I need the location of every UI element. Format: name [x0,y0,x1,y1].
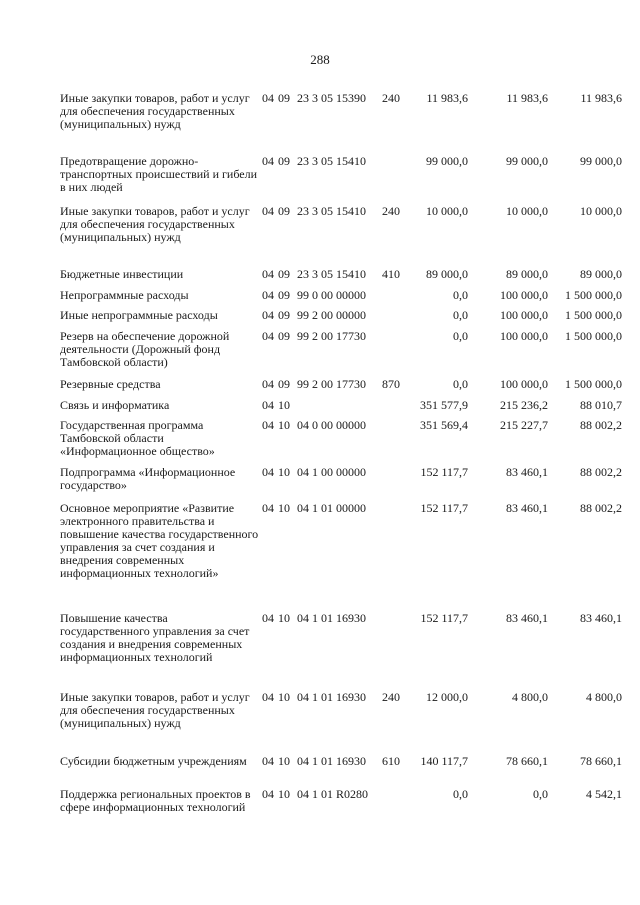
row-target-code: 04 1 01 16930 [297,611,366,625]
row-value-2: 100 000,0 [500,288,548,302]
row-section: 04 [262,91,274,105]
row-section: 04 [262,267,274,281]
row-name: Связь и информатика [60,398,170,412]
row-value-3: 1 500 000,0 [565,329,622,343]
row-subsection: 09 [278,329,290,343]
row-value-1: 351 577,9 [420,398,468,412]
row-expense-type: 870 [382,377,400,391]
row-value-1: 89 000,0 [426,267,468,281]
row-subsection: 10 [278,465,290,479]
row-value-2: 99 000,0 [506,154,548,168]
row-name: Иные закупки товаров, работ и услуг для обеспечения государственных (муниципальных) нужд [60,91,250,131]
row-target-code: 23 3 05 15410 [297,267,366,281]
row-name: Государственная программа Тамбовской области «Информационное общество» [60,418,215,458]
row-name: Резерв на обеспечение дорожной деятельности (Дорожный фонд Тамбовской области) [60,329,230,369]
row-target-code: 99 2 00 17730 [297,377,366,391]
row-value-2: 11 983,6 [506,91,548,105]
row-name: Резервные средства [60,377,161,391]
row-name: Подпрограмма «Информационное государство» [60,465,236,492]
row-value-3: 83 460,1 [580,611,622,625]
row-section: 04 [262,308,274,322]
row-subsection: 10 [278,690,290,704]
page-number: 288 [310,52,330,67]
row-value-2: 100 000,0 [500,377,548,391]
row-section: 04 [262,787,274,801]
row-subsection: 10 [278,754,290,768]
row-subsection: 09 [278,154,290,168]
row-target-code: 99 2 00 00000 [297,308,366,322]
row-value-3: 11 983,6 [580,91,622,105]
row-value-1: 12 000,0 [426,690,468,704]
row-value-3: 1 500 000,0 [565,308,622,322]
row-section: 04 [262,329,274,343]
row-name: Бюджетные инвестиции [60,267,184,281]
row-name: Иные закупки товаров, работ и услуг для обеспечения государственных (муниципальных) нужд [60,204,250,244]
row-expense-type: 410 [382,267,400,281]
row-name: Предотвращение дорожно-транспортных происшествий и гибели в них людей [60,154,258,194]
row-subsection: 10 [278,611,290,625]
row-subsection: 09 [278,204,290,218]
row-name: Основное мероприятие «Развитие электронного правительства и повышение качества государственного управления за счет создания и внедрения современных информационных технологий» [60,501,259,580]
row-expense-type: 240 [382,690,400,704]
row-section: 04 [262,611,274,625]
row-value-3: 4 542,1 [586,787,622,801]
row-value-2: 4 800,0 [512,690,548,704]
row-subsection: 09 [278,267,290,281]
row-value-3: 88 010,7 [580,398,622,412]
row-value-3: 4 800,0 [586,690,622,704]
row-value-1: 0,0 [453,329,468,343]
row-value-3: 10 000,0 [580,204,622,218]
row-target-code: 04 1 01 R0280 [297,787,369,801]
row-expense-type: 240 [382,91,400,105]
row-value-1: 140 117,7 [420,754,468,768]
row-target-code: 99 0 00 00000 [297,288,366,302]
row-subsection: 09 [278,377,290,391]
row-section: 04 [262,398,274,412]
row-target-code: 23 3 05 15410 [297,154,366,168]
row-subsection: 10 [278,787,290,801]
row-section: 04 [262,204,274,218]
row-target-code: 04 1 01 00000 [297,501,366,515]
row-value-1: 10 000,0 [426,204,468,218]
row-section: 04 [262,501,274,515]
row-target-code: 23 3 05 15390 [297,91,366,105]
row-value-2: 83 460,1 [506,611,548,625]
row-name: Непрограммные расходы [60,288,189,302]
row-subsection: 10 [278,501,290,515]
row-value-2: 215 227,7 [500,418,548,432]
row-target-code: 99 2 00 17730 [297,329,366,343]
row-value-1: 0,0 [453,377,468,391]
row-value-1: 351 569,4 [420,418,468,432]
row-value-2: 100 000,0 [500,329,548,343]
row-section: 04 [262,154,274,168]
row-name: Поддержка региональных проектов в сфере информационных технологий [60,787,251,814]
row-value-3: 1 500 000,0 [565,288,622,302]
row-value-1: 11 983,6 [426,91,468,105]
row-target-code: 23 3 05 15410 [297,204,366,218]
row-value-2: 89 000,0 [506,267,548,281]
row-value-1: 0,0 [453,308,468,322]
row-value-2: 83 460,1 [506,501,548,515]
row-section: 04 [262,288,274,302]
row-value-1: 152 117,7 [420,501,468,515]
row-name: Повышение качества государственного управления за счет создания и внедрения современных информационных технологий [60,611,250,664]
row-expense-type: 240 [382,204,400,218]
row-value-3: 99 000,0 [580,154,622,168]
row-value-2: 0,0 [533,787,548,801]
row-target-code: 04 1 00 00000 [297,465,366,479]
row-section: 04 [262,754,274,768]
row-name: Иные непрограммные расходы [60,308,218,322]
row-subsection: 10 [278,418,290,432]
row-value-1: 0,0 [453,288,468,302]
row-target-code: 04 1 01 16930 [297,690,366,704]
row-value-3: 88 002,2 [580,501,622,515]
row-section: 04 [262,465,274,479]
row-subsection: 09 [278,308,290,322]
row-subsection: 10 [278,398,290,412]
row-section: 04 [262,418,274,432]
row-value-2: 78 660,1 [506,754,548,768]
row-section: 04 [262,377,274,391]
row-target-code: 04 1 01 16930 [297,754,366,768]
row-subsection: 09 [278,288,290,302]
row-name: Иные закупки товаров, работ и услуг для обеспечения государственных (муниципальных) нужд [60,690,250,730]
row-value-3: 1 500 000,0 [565,377,622,391]
row-value-3: 88 002,2 [580,465,622,479]
row-value-1: 0,0 [453,787,468,801]
row-value-2: 100 000,0 [500,308,548,322]
row-value-3: 78 660,1 [580,754,622,768]
row-value-3: 89 000,0 [580,267,622,281]
row-value-3: 88 002,2 [580,418,622,432]
row-value-2: 83 460,1 [506,465,548,479]
row-value-1: 152 117,7 [420,465,468,479]
row-subsection: 09 [278,91,290,105]
row-name: Субсидии бюджетным учреждениям [60,754,247,768]
row-value-1: 99 000,0 [426,154,468,168]
row-value-2: 10 000,0 [506,204,548,218]
row-expense-type: 610 [382,754,400,768]
row-section: 04 [262,690,274,704]
row-value-1: 152 117,7 [420,611,468,625]
row-value-2: 215 236,2 [500,398,548,412]
row-target-code: 04 0 00 00000 [297,418,366,432]
